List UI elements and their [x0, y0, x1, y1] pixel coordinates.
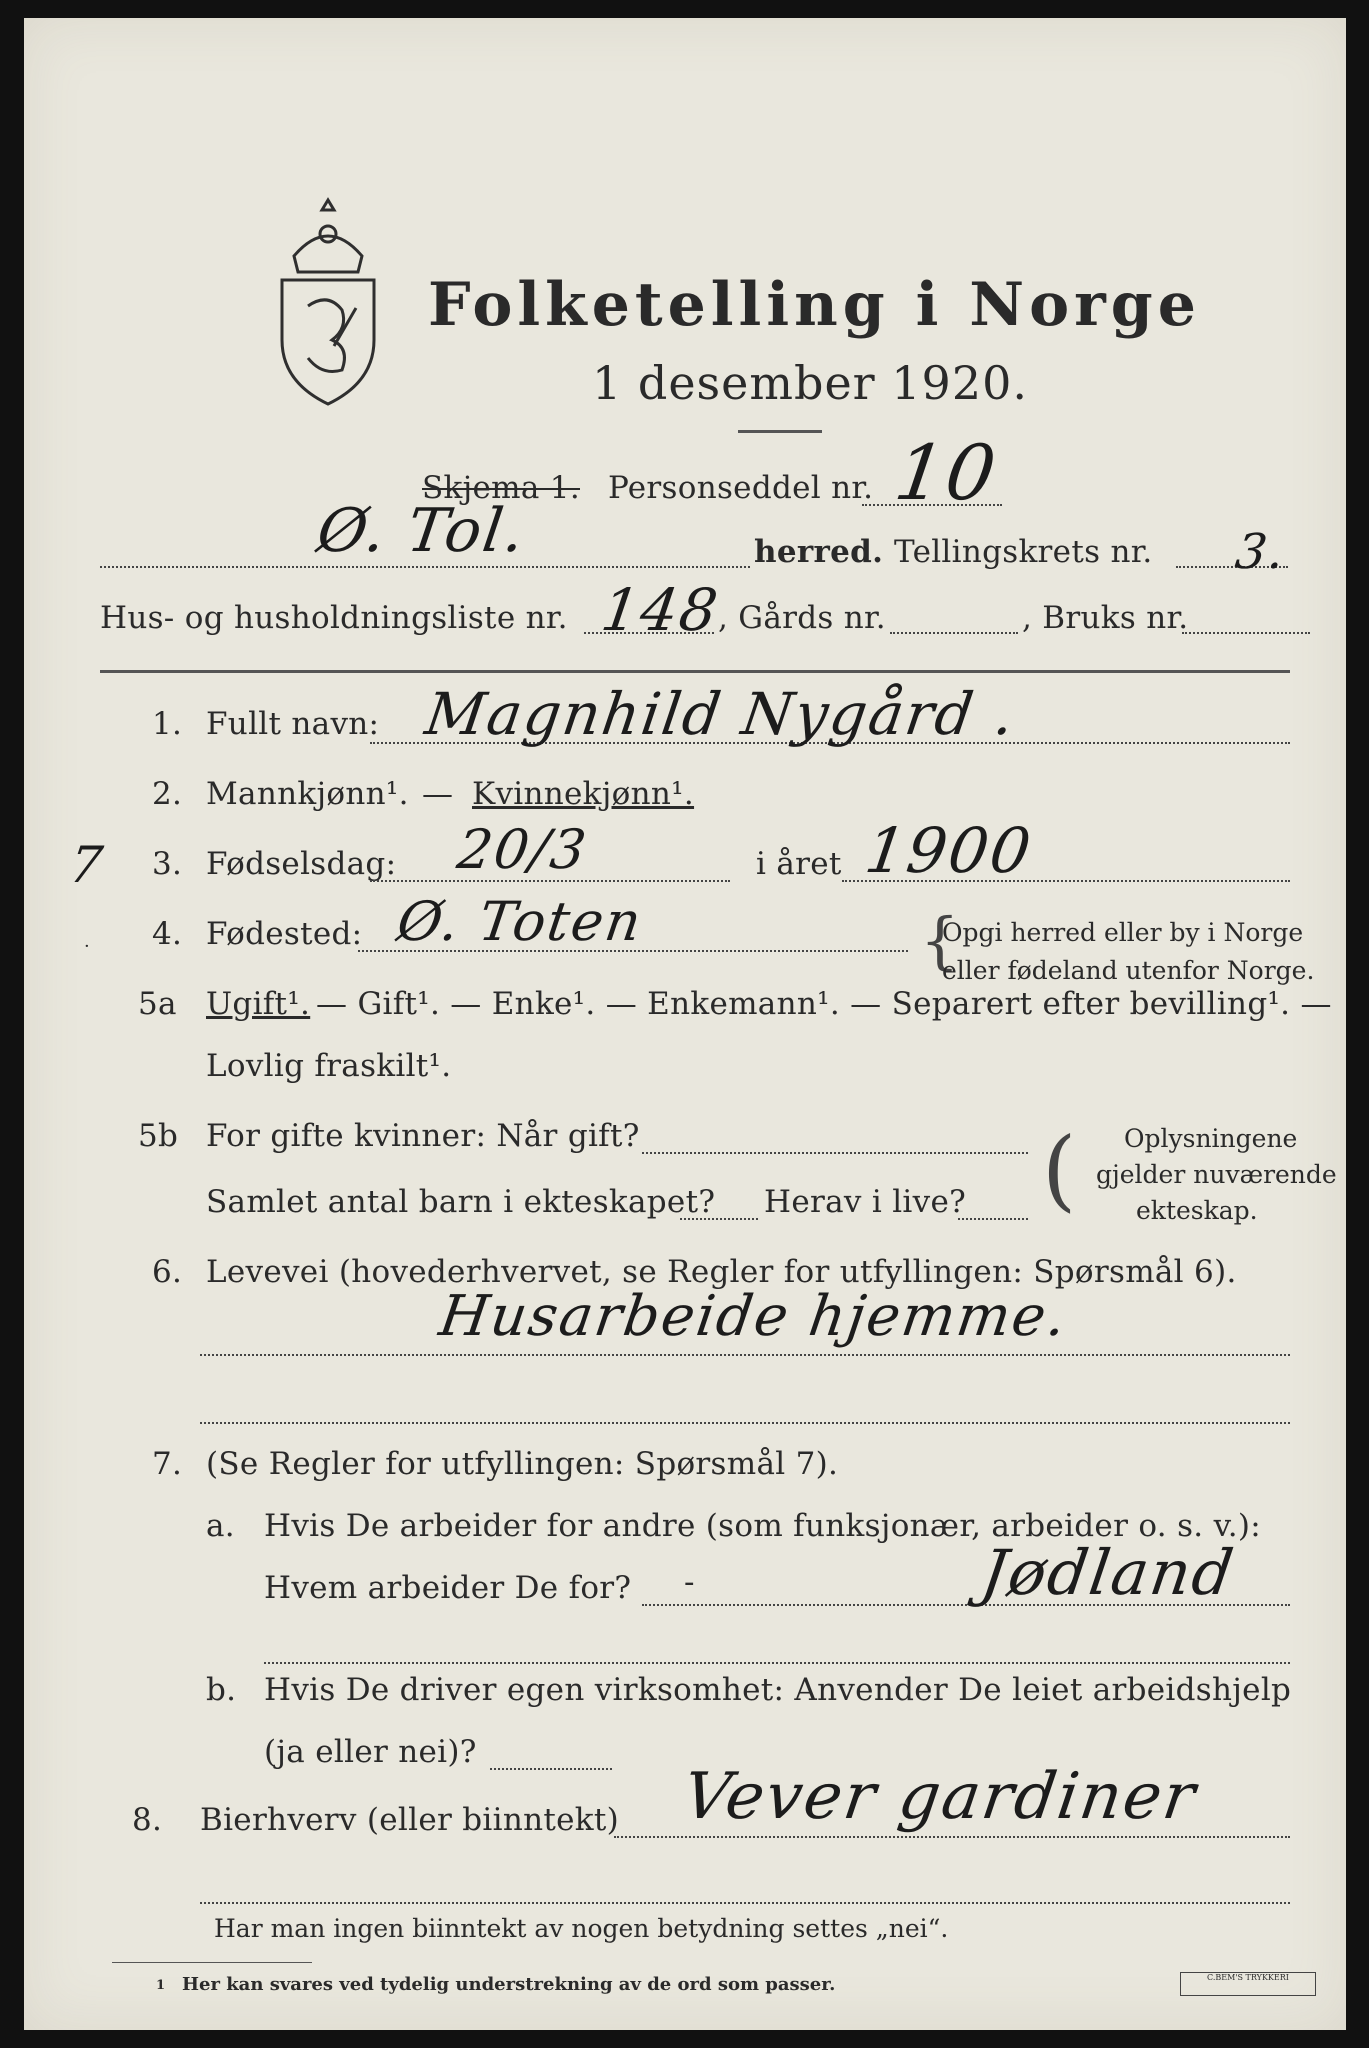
- ugift-label: Ugift¹.: [206, 986, 311, 1022]
- husholdningsliste-value: 148: [597, 576, 724, 644]
- fodested-label: Fødested:: [206, 916, 363, 952]
- header-separator: [100, 670, 1290, 673]
- full-name-value: Magnhild Nygård .: [421, 680, 1021, 748]
- year-label: i året: [756, 846, 842, 882]
- q5b-note-2: gjelder nuværende: [1096, 1160, 1337, 1189]
- q6-number: 6.: [152, 1254, 183, 1290]
- form-title: Folketelling i Norge: [428, 270, 1201, 340]
- footer-note: Har man ingen biinntekt av nogen betydning settes „nei“.: [214, 1914, 949, 1943]
- census-date: 1 desember 1920.: [592, 356, 1028, 410]
- tellingskrets-label: Tellingskrets nr.: [894, 534, 1153, 570]
- margin-mark: 7: [65, 836, 108, 894]
- levevei-value: Husarbeide hjemme.: [435, 1284, 1072, 1349]
- q7a-question: Hvem arbeider De for?: [264, 1570, 632, 1606]
- fodselsdag-label: Fødselsdag:: [206, 846, 397, 882]
- q5a-number: 5a: [138, 986, 177, 1022]
- q7b-question: (ja eller nei)?: [264, 1734, 477, 1770]
- norway-coat-of-arms-icon: [264, 196, 392, 408]
- lovlig-fraskilt-label: Lovlig fraskilt¹.: [206, 1048, 452, 1084]
- q2-separator: —: [422, 776, 454, 812]
- census-form-page: Folketelling i Norge 1 desember 1920. Skjema 1. Personseddel nr. 10 Ø. Tol. herred. Tellingskrets nr. 3. Hus- og husholdningsliste nr. 148 , Gårds nr. , Bruks nr. 1. Fullt navn: Magnhild Nygård . 2. Mannkjønn¹. — Kvinnekjønn¹. 7 3. Fødselsdag: 20/3 i året 1900 · 4. Fødested: Ø. Toten { Opgi herred eller by i Norge eller fødeland utenfor Norge. 5a Ugift¹. — Gift¹. — Enke¹. — Enkemann¹. — Separert efter bevilling¹. — Lovlig fraskilt¹. 5b For gifte kvinner: Når gift? Samlet antal barn i ekteskapet? Herav i live? ( Oplysningene gjelder nuværende ekteskap. 6. Levevei (hovederhvervet, se Regler for utfyllingen: Spørsmål 6). Husarbeide hjemme. 7. (Se Regler for utfyllingen: Spørsmål 7). a. Hvis De arbeider for andre (som funksjonær, arbeider o. s. v.): Hvem arbeider De for? - Jødland b. Hvis De driver egen virksomhet: Anvender De leiet arbeidshjelp (ja eller nei)? 8. Bierhverv (eller biinntekt) Vever gardiner Har man ingen biinntekt av nogen betydning settes „nei“. 1 Her kan svares ved tydelig understrekning av de ord som passer. C.BEM'S TRYKKERI: [24, 18, 1346, 2030]
- q7b-letter: b.: [206, 1672, 237, 1708]
- q7-number: 7.: [152, 1446, 183, 1482]
- footnote-rule: [112, 1962, 312, 1963]
- printer-stamp: C.BEM'S TRYKKERI: [1180, 1972, 1316, 1996]
- q7a-dash: -: [684, 1564, 695, 1600]
- birth-day-value: 20/3: [453, 818, 592, 881]
- nar-gift-label: For gifte kvinner: Når gift?: [206, 1118, 640, 1154]
- antal-barn-label: Samlet antal barn i ekteskapet?: [206, 1184, 716, 1220]
- marital-options: — Gift¹. — Enke¹. — Enkemann¹. — Separert efter bevilling¹. —: [316, 986, 1332, 1022]
- levevei-label: Levevei (hovederhvervet, se Regler for utfyllingen: Spørsmål 6).: [206, 1254, 1237, 1290]
- bruks-label: , Bruks nr.: [1022, 600, 1189, 636]
- q4-number: 4.: [152, 916, 183, 952]
- q8-number: 8.: [132, 1802, 163, 1838]
- q7a-letter: a.: [206, 1508, 235, 1544]
- personseddel-value: 10: [889, 428, 1003, 517]
- skjema-label: Skjema 1.: [422, 470, 580, 506]
- herred-label: herred.: [754, 534, 884, 570]
- birth-year-value: 1900: [860, 814, 1037, 887]
- herred-value: Ø. Tol.: [313, 496, 531, 566]
- employer-value: Jødland: [976, 1536, 1240, 1609]
- q7b-text: Hvis De driver egen virksomhet: Anvender De leiet arbeidshjelp: [264, 1672, 1292, 1708]
- gards-label: , Gårds nr.: [718, 600, 886, 636]
- q7-label: (Se Regler for utfyllingen: Spørsmål 7).: [206, 1446, 839, 1482]
- footnote-text: Her kan svares ved tydelig understrekning av de ord som passer.: [182, 1974, 836, 1995]
- fodested-note-1: Opgi herred eller by i Norge: [942, 918, 1304, 947]
- herav-i-live-label: Herav i live?: [764, 1184, 967, 1220]
- bierhverv-value: Vever gardiner: [678, 1760, 1202, 1834]
- q5b-number: 5b: [138, 1118, 179, 1154]
- q1-label: Fullt navn:: [206, 706, 380, 742]
- q2-number: 2.: [152, 776, 183, 812]
- q1-number: 1.: [152, 706, 183, 742]
- q7a-text: Hvis De arbeider for andre (som funksjonær, arbeider o. s. v.):: [264, 1508, 1262, 1544]
- q3-number: 3.: [152, 846, 183, 882]
- tellingskrets-value: 3.: [1232, 524, 1290, 580]
- q5b-note-1: Oplysningene: [1124, 1124, 1298, 1153]
- title-divider: [738, 430, 822, 433]
- kvinnekjonn-label: Kvinnekjønn¹.: [472, 776, 695, 812]
- bierhverv-label: Bierhverv (eller biinntekt): [200, 1802, 620, 1838]
- husholdningsliste-label: Hus- og husholdningsliste nr.: [100, 600, 568, 636]
- personseddel-label: Personseddel nr.: [608, 470, 874, 506]
- birthplace-value: Ø. Toten: [393, 890, 647, 953]
- mannkjonn-label: Mannkjønn¹.: [206, 776, 409, 812]
- footnote-mark: 1: [156, 1978, 166, 1993]
- q5b-note-3: ekteskap.: [1136, 1196, 1258, 1225]
- fodested-note-2: eller fødeland utenfor Norge.: [942, 956, 1315, 985]
